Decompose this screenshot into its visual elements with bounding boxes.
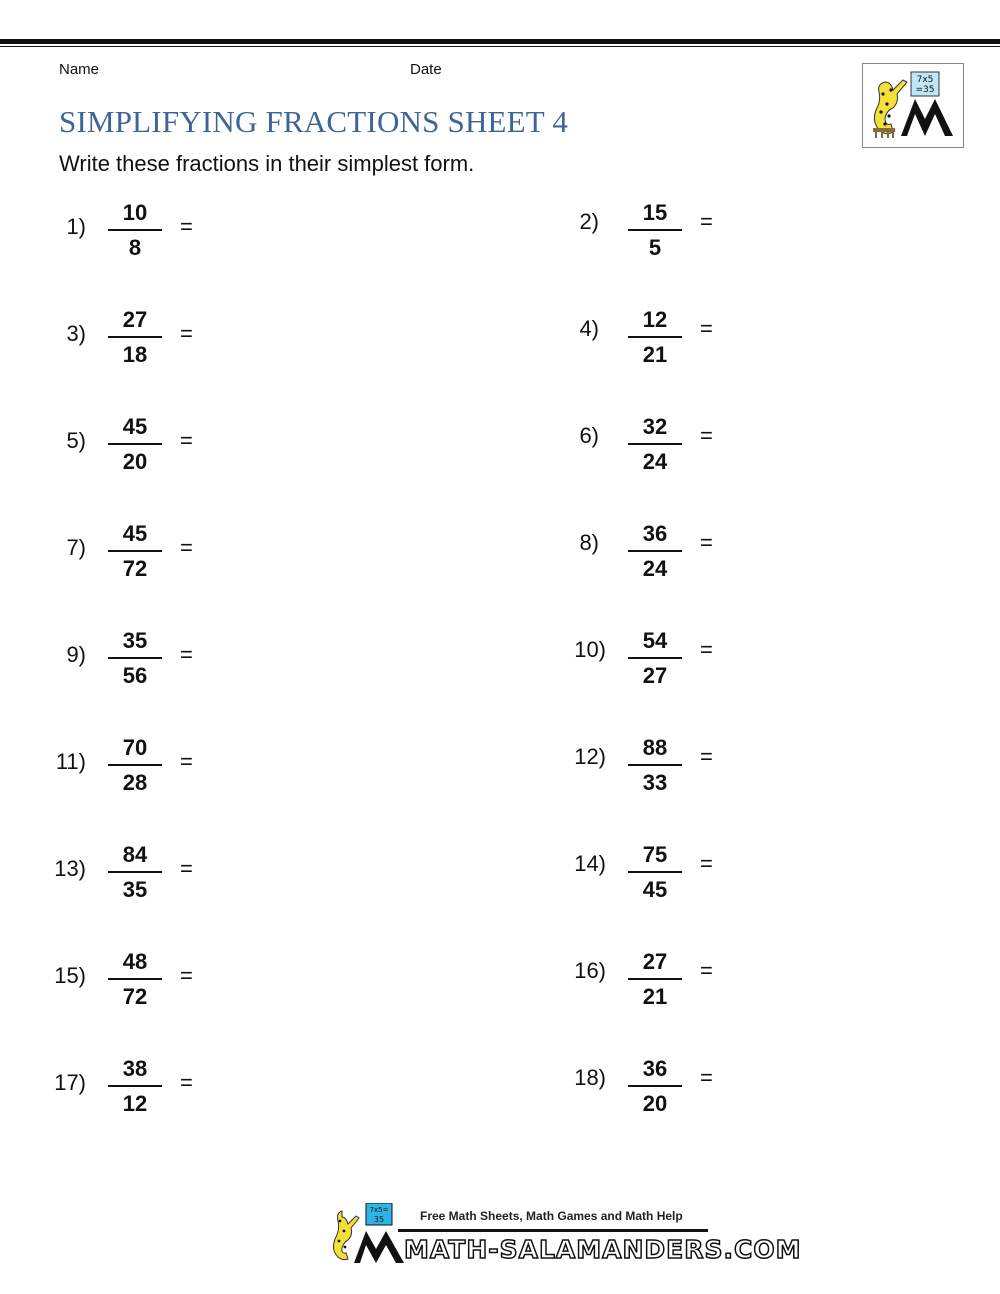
equals-sign: =: [700, 1065, 713, 1090]
numerator: 38: [122, 1056, 148, 1081]
problem-7: [42, 520, 342, 600]
fraction: [108, 948, 162, 1011]
problem-number: 8): [579, 530, 599, 555]
problem-4: [562, 306, 862, 386]
problem-2: [562, 199, 862, 279]
problem-1: [42, 199, 342, 279]
denominator: 20: [122, 449, 148, 474]
denominator: 56: [122, 663, 148, 688]
numerator: 27: [122, 307, 148, 332]
numerator: 84: [122, 842, 148, 867]
equals-sign: =: [180, 428, 193, 453]
fraction: [628, 520, 682, 583]
numerator: 27: [642, 949, 668, 974]
name-label: Name: [59, 61, 100, 78]
numerator: 54: [642, 628, 668, 653]
problem-13: [42, 841, 342, 921]
denominator: 12: [122, 1091, 148, 1116]
fraction-bar: [628, 229, 682, 231]
problem-number: 3): [66, 321, 86, 346]
problem-14: [562, 841, 862, 921]
numerator: 15: [642, 200, 668, 225]
equals-sign: =: [700, 423, 713, 448]
numerator: 88: [642, 735, 668, 760]
problem-number: 12): [574, 744, 606, 769]
footer-tagline: Free Math Sheets, Math Games and Math Help: [420, 1209, 683, 1223]
fraction: [108, 627, 162, 690]
problem-number: 11): [55, 749, 86, 774]
numerator: 75: [642, 842, 668, 867]
problem-number: 1): [66, 214, 86, 239]
problem-18: [562, 1055, 862, 1135]
fraction-bar: [108, 764, 162, 766]
denominator: 18: [122, 342, 148, 367]
fraction-bar: [628, 657, 682, 659]
fraction: [108, 1055, 162, 1118]
equals-sign: =: [180, 642, 193, 667]
problem-12: [562, 734, 862, 814]
svg-text:35: 35: [373, 1215, 385, 1224]
problem-number: 10): [574, 637, 606, 662]
problem-5: [42, 413, 342, 493]
denominator: 72: [122, 984, 148, 1009]
problem-number: 6): [579, 423, 599, 448]
equals-sign: =: [180, 1070, 193, 1095]
problem-number: 14): [574, 851, 606, 876]
equals-sign: =: [700, 744, 713, 769]
equals-sign: =: [180, 214, 193, 239]
fraction: [628, 627, 682, 690]
equals-sign: =: [180, 963, 193, 988]
denominator: 21: [642, 342, 668, 367]
problem-number: 9): [66, 642, 86, 667]
instructions: Write these fractions in their simplest form.: [59, 151, 475, 176]
top-rule-thick: [0, 39, 1000, 44]
numerator: 45: [122, 414, 148, 439]
fraction: [628, 841, 682, 904]
date-label: Date: [410, 61, 442, 78]
denominator: 20: [642, 1091, 668, 1116]
fraction-bar: [108, 229, 162, 231]
problem-number: 16): [574, 958, 606, 983]
problem-16: [562, 948, 862, 1028]
fraction-bar: [628, 978, 682, 980]
fraction-bar: [108, 1085, 162, 1087]
numerator: 12: [642, 307, 668, 332]
fraction: [628, 948, 682, 1011]
fraction: [628, 1055, 682, 1118]
fraction: [108, 841, 162, 904]
svg-text:=35: =35: [915, 85, 935, 95]
denominator: 21: [642, 984, 668, 1009]
page-title: SIMPLIFYING FRACTIONS SHEET 4: [59, 104, 569, 139]
numerator: 32: [642, 414, 668, 439]
problem-17: [42, 1055, 342, 1135]
footer-divider: [398, 1229, 708, 1232]
denominator: 5: [648, 235, 662, 260]
footer-site-name: MATH-SALAMANDERS.COM: [404, 1235, 802, 1264]
salamander-footer-icon: [328, 1203, 408, 1267]
top-rule-thin: [0, 46, 1000, 47]
denominator: 24: [642, 556, 668, 581]
fraction: [108, 413, 162, 476]
equals-sign: =: [700, 637, 713, 662]
fraction: [628, 306, 682, 369]
problem-10: [562, 627, 862, 707]
problem-number: 5): [66, 428, 86, 453]
fraction-bar: [108, 657, 162, 659]
numerator: 35: [122, 628, 148, 653]
footer-logo: [328, 1203, 802, 1267]
problem-6: [562, 413, 862, 493]
problem-number: 4): [579, 316, 599, 341]
problem-number: 2): [579, 209, 599, 234]
denominator: 27: [642, 663, 668, 688]
problem-11: [42, 734, 342, 814]
problem-number: 17): [54, 1070, 86, 1095]
salamander-logo-icon: [863, 64, 963, 147]
fraction-bar: [628, 764, 682, 766]
problem-number: 7): [66, 535, 86, 560]
numerator: 36: [642, 1056, 668, 1081]
fraction-bar: [108, 336, 162, 338]
equals-sign: =: [700, 530, 713, 555]
problem-15: [42, 948, 342, 1028]
fraction: [108, 306, 162, 369]
numerator: 70: [122, 735, 148, 760]
svg-text:7x5: 7x5: [916, 75, 934, 85]
salamander-logo: [862, 63, 964, 148]
denominator: 28: [122, 770, 148, 795]
fraction-bar: [628, 443, 682, 445]
problem-3: [42, 306, 342, 386]
denominator: 72: [122, 556, 148, 581]
fraction-bar: [108, 550, 162, 552]
denominator: 35: [122, 877, 148, 902]
denominator: 24: [642, 449, 668, 474]
fraction: [108, 520, 162, 583]
equals-sign: =: [180, 749, 193, 774]
denominator: 8: [128, 235, 142, 260]
fraction: [628, 413, 682, 476]
fraction-bar: [108, 871, 162, 873]
problem-number: 18): [574, 1065, 606, 1090]
problem-8: [562, 520, 862, 600]
denominator: 33: [642, 770, 668, 795]
numerator: 36: [642, 521, 668, 546]
fraction: [628, 734, 682, 797]
fraction: [108, 199, 162, 262]
equals-sign: =: [700, 316, 713, 341]
fraction-bar: [628, 1085, 682, 1087]
equals-sign: =: [180, 321, 193, 346]
equals-sign: =: [180, 856, 193, 881]
numerator: 10: [122, 200, 148, 225]
svg-text:7x5=: 7x5=: [369, 1206, 389, 1214]
fraction-bar: [628, 871, 682, 873]
problem-number: 13): [54, 856, 86, 881]
fraction: [108, 734, 162, 797]
fraction-bar: [628, 336, 682, 338]
numerator: 45: [122, 521, 148, 546]
fraction-bar: [628, 550, 682, 552]
equals-sign: =: [700, 209, 713, 234]
fraction-bar: [108, 443, 162, 445]
denominator: 45: [642, 877, 668, 902]
problem-9: [42, 627, 342, 707]
numerator: 48: [122, 949, 148, 974]
fraction: [628, 199, 682, 262]
equals-sign: =: [700, 851, 713, 876]
problem-number: 15): [54, 963, 86, 988]
equals-sign: =: [700, 958, 713, 983]
equals-sign: =: [180, 535, 193, 560]
fraction-bar: [108, 978, 162, 980]
